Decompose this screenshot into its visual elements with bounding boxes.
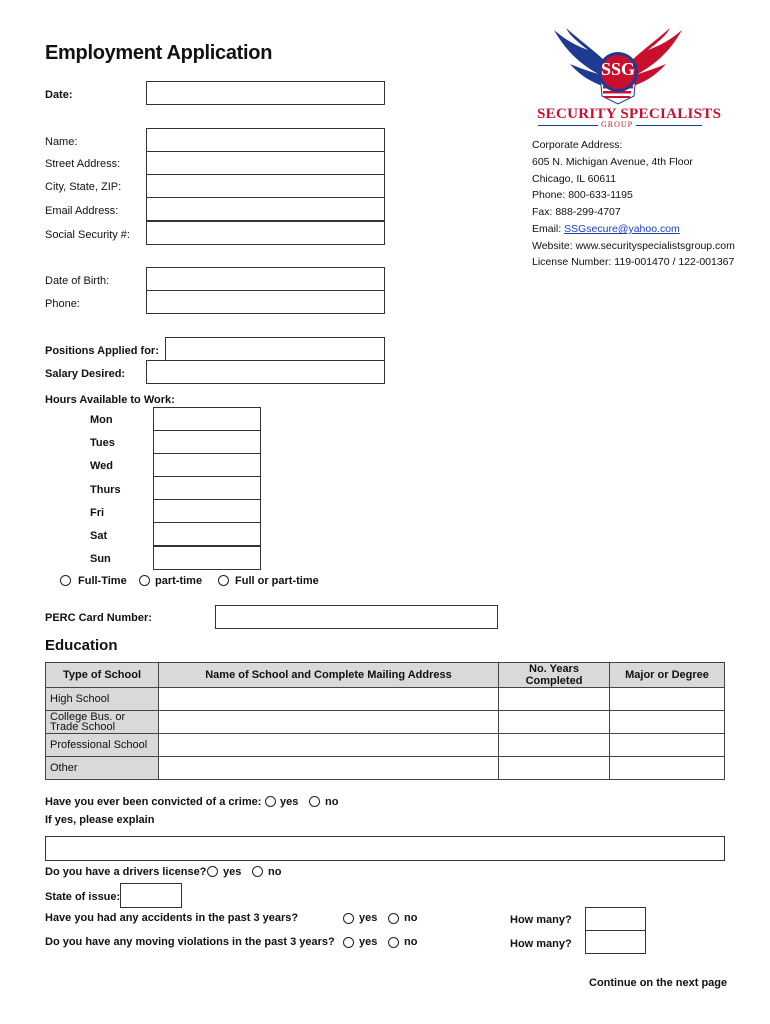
date-field[interactable] [146,81,385,105]
radio-accidents-no[interactable] [388,913,399,924]
company-website: Website: www.securityspecialistsgroup.com [532,240,735,252]
cell-major[interactable] [610,734,725,757]
ssn-label: Social Security #: [45,229,130,241]
company-license: License Number: 119-001470 / 122-001367 [532,256,735,268]
logo-rule [538,125,598,126]
violations-count-field[interactable] [585,930,646,954]
education-table [45,662,725,780]
company-street: 605 N. Michigan Avenue, 4th Floor [532,156,693,168]
explain-field[interactable] [45,836,725,861]
col-type-of-school: Type of School [46,663,159,688]
day-label-wed: Wed [90,460,114,472]
cell-years[interactable] [499,734,610,757]
dob-label: Date of Birth: [45,275,110,287]
row-label-high-school: High School [46,688,159,711]
phone-label: Phone: [45,298,80,310]
label-crime-no: no [325,796,339,808]
perc-label: PERC Card Number: [45,612,152,624]
cell-school-name[interactable] [159,734,499,757]
label-full-or-part-time: Full or part-time [235,575,319,587]
hours-field-fri[interactable] [153,499,261,523]
day-label-sun: Sun [90,553,111,565]
col-school-name: Name of School and Complete Mailing Address [159,663,499,688]
date-label: Date: [45,89,73,101]
row-label-professional: Professional School [46,734,159,757]
col-years-completed: No. Years Completed [499,663,610,688]
name-field[interactable] [146,128,385,152]
ssn-field[interactable] [146,221,385,245]
name-label: Name: [45,136,78,148]
radio-crime-no[interactable] [309,796,320,807]
state-label: State of issue: [45,891,121,903]
company-city: Chicago, IL 60611 [532,173,617,185]
logo-initials: SSG [600,59,636,79]
company-logo [548,24,688,108]
label-license-yes: yes [223,866,242,878]
cell-years[interactable] [499,711,610,734]
radio-violations-no[interactable] [388,937,399,948]
positions-field[interactable] [165,337,385,361]
accidents-question: Have you had any accidents in the past 3 years? [45,912,299,924]
cell-major[interactable] [610,757,725,780]
dob-field[interactable] [146,267,385,291]
city-label: City, State, ZIP: [45,181,122,193]
street-label: Street Address: [45,158,121,170]
label-crime-yes: yes [280,796,299,808]
salary-field[interactable] [146,360,385,384]
email-field[interactable] [146,197,385,221]
label-part-time: part-time [155,575,203,587]
logo-group-text: GROUP [601,120,634,129]
day-label-tues: Tues [90,437,115,449]
hours-field-tues[interactable] [153,430,261,454]
radio-license-yes[interactable] [207,866,218,877]
phone-field[interactable] [146,290,385,314]
radio-violations-yes[interactable] [343,937,354,948]
cell-years[interactable] [499,757,610,780]
education-heading: Education [45,637,118,654]
day-label-thurs: Thurs [90,484,121,496]
cell-major[interactable] [610,711,725,734]
company-email-link[interactable]: SSGsecure@yahoo.com [564,223,680,235]
row-label-college: College Bus. or Trade School [46,711,159,734]
crime-question: Have you ever been convicted of a crime: [45,796,262,808]
positions-label: Positions Applied for: [45,345,159,357]
label-license-no: no [268,866,282,878]
table-row [46,711,725,734]
hours-field-sun[interactable] [153,546,261,570]
logo-company-name: SECURITY SPECIALISTS [537,106,722,122]
radio-part-time[interactable] [139,575,150,586]
accidents-how-many-label: How many? [510,914,572,926]
table-header-row [46,663,725,688]
cell-years[interactable] [499,688,610,711]
radio-full-or-part-time[interactable] [218,575,229,586]
cell-school-name[interactable] [159,688,499,711]
radio-crime-yes[interactable] [265,796,276,807]
radio-full-time[interactable] [60,575,71,586]
table-row [46,688,725,711]
violations-question: Do you have any moving violations in the past 3 years? [45,936,335,948]
hours-field-sat[interactable] [153,522,261,546]
company-phone: Phone: 800-633-1195 [532,189,633,201]
radio-license-no[interactable] [252,866,263,877]
label-accidents-yes: yes [359,912,378,924]
perc-field[interactable] [215,605,498,629]
day-label-mon: Mon [90,414,113,426]
col-major: Major or Degree [610,663,725,688]
hours-field-wed[interactable] [153,453,261,477]
day-label-fri: Fri [90,507,105,519]
page-title: Employment Application [45,42,273,64]
accidents-count-field[interactable] [585,907,646,931]
continue-note: Continue on the next page [589,977,728,989]
table-row [46,734,725,757]
cell-major[interactable] [610,688,725,711]
hours-field-thurs[interactable] [153,476,261,500]
street-field[interactable] [146,151,385,175]
cell-school-name[interactable] [159,757,499,780]
label-violations-no: no [404,936,418,948]
company-email-label: Email: [532,223,565,235]
company-fax: Fax: 888-299-4707 [532,206,621,218]
row-label-other: Other [46,757,159,780]
state-field[interactable] [120,883,182,908]
corporate-address-label: Corporate Address: [532,139,623,151]
company-email-line [532,223,680,235]
license-question: Do you have a drivers license? [45,866,207,878]
email-label: Email Address: [45,205,119,217]
radio-accidents-yes[interactable] [343,913,354,924]
violations-how-many-label: How many? [510,938,572,950]
hours-field-mon[interactable] [153,407,261,431]
label-full-time: Full-Time [78,575,127,587]
city-field[interactable] [146,174,385,198]
label-accidents-no: no [404,912,418,924]
explain-label: If yes, please explain [45,814,155,826]
hours-label: Hours Available to Work: [45,394,175,406]
cell-school-name[interactable] [159,711,499,734]
logo-rule [636,125,702,126]
label-violations-yes: yes [359,936,378,948]
salary-label: Salary Desired: [45,368,126,380]
day-label-sat: Sat [90,530,108,542]
table-row [46,757,725,780]
